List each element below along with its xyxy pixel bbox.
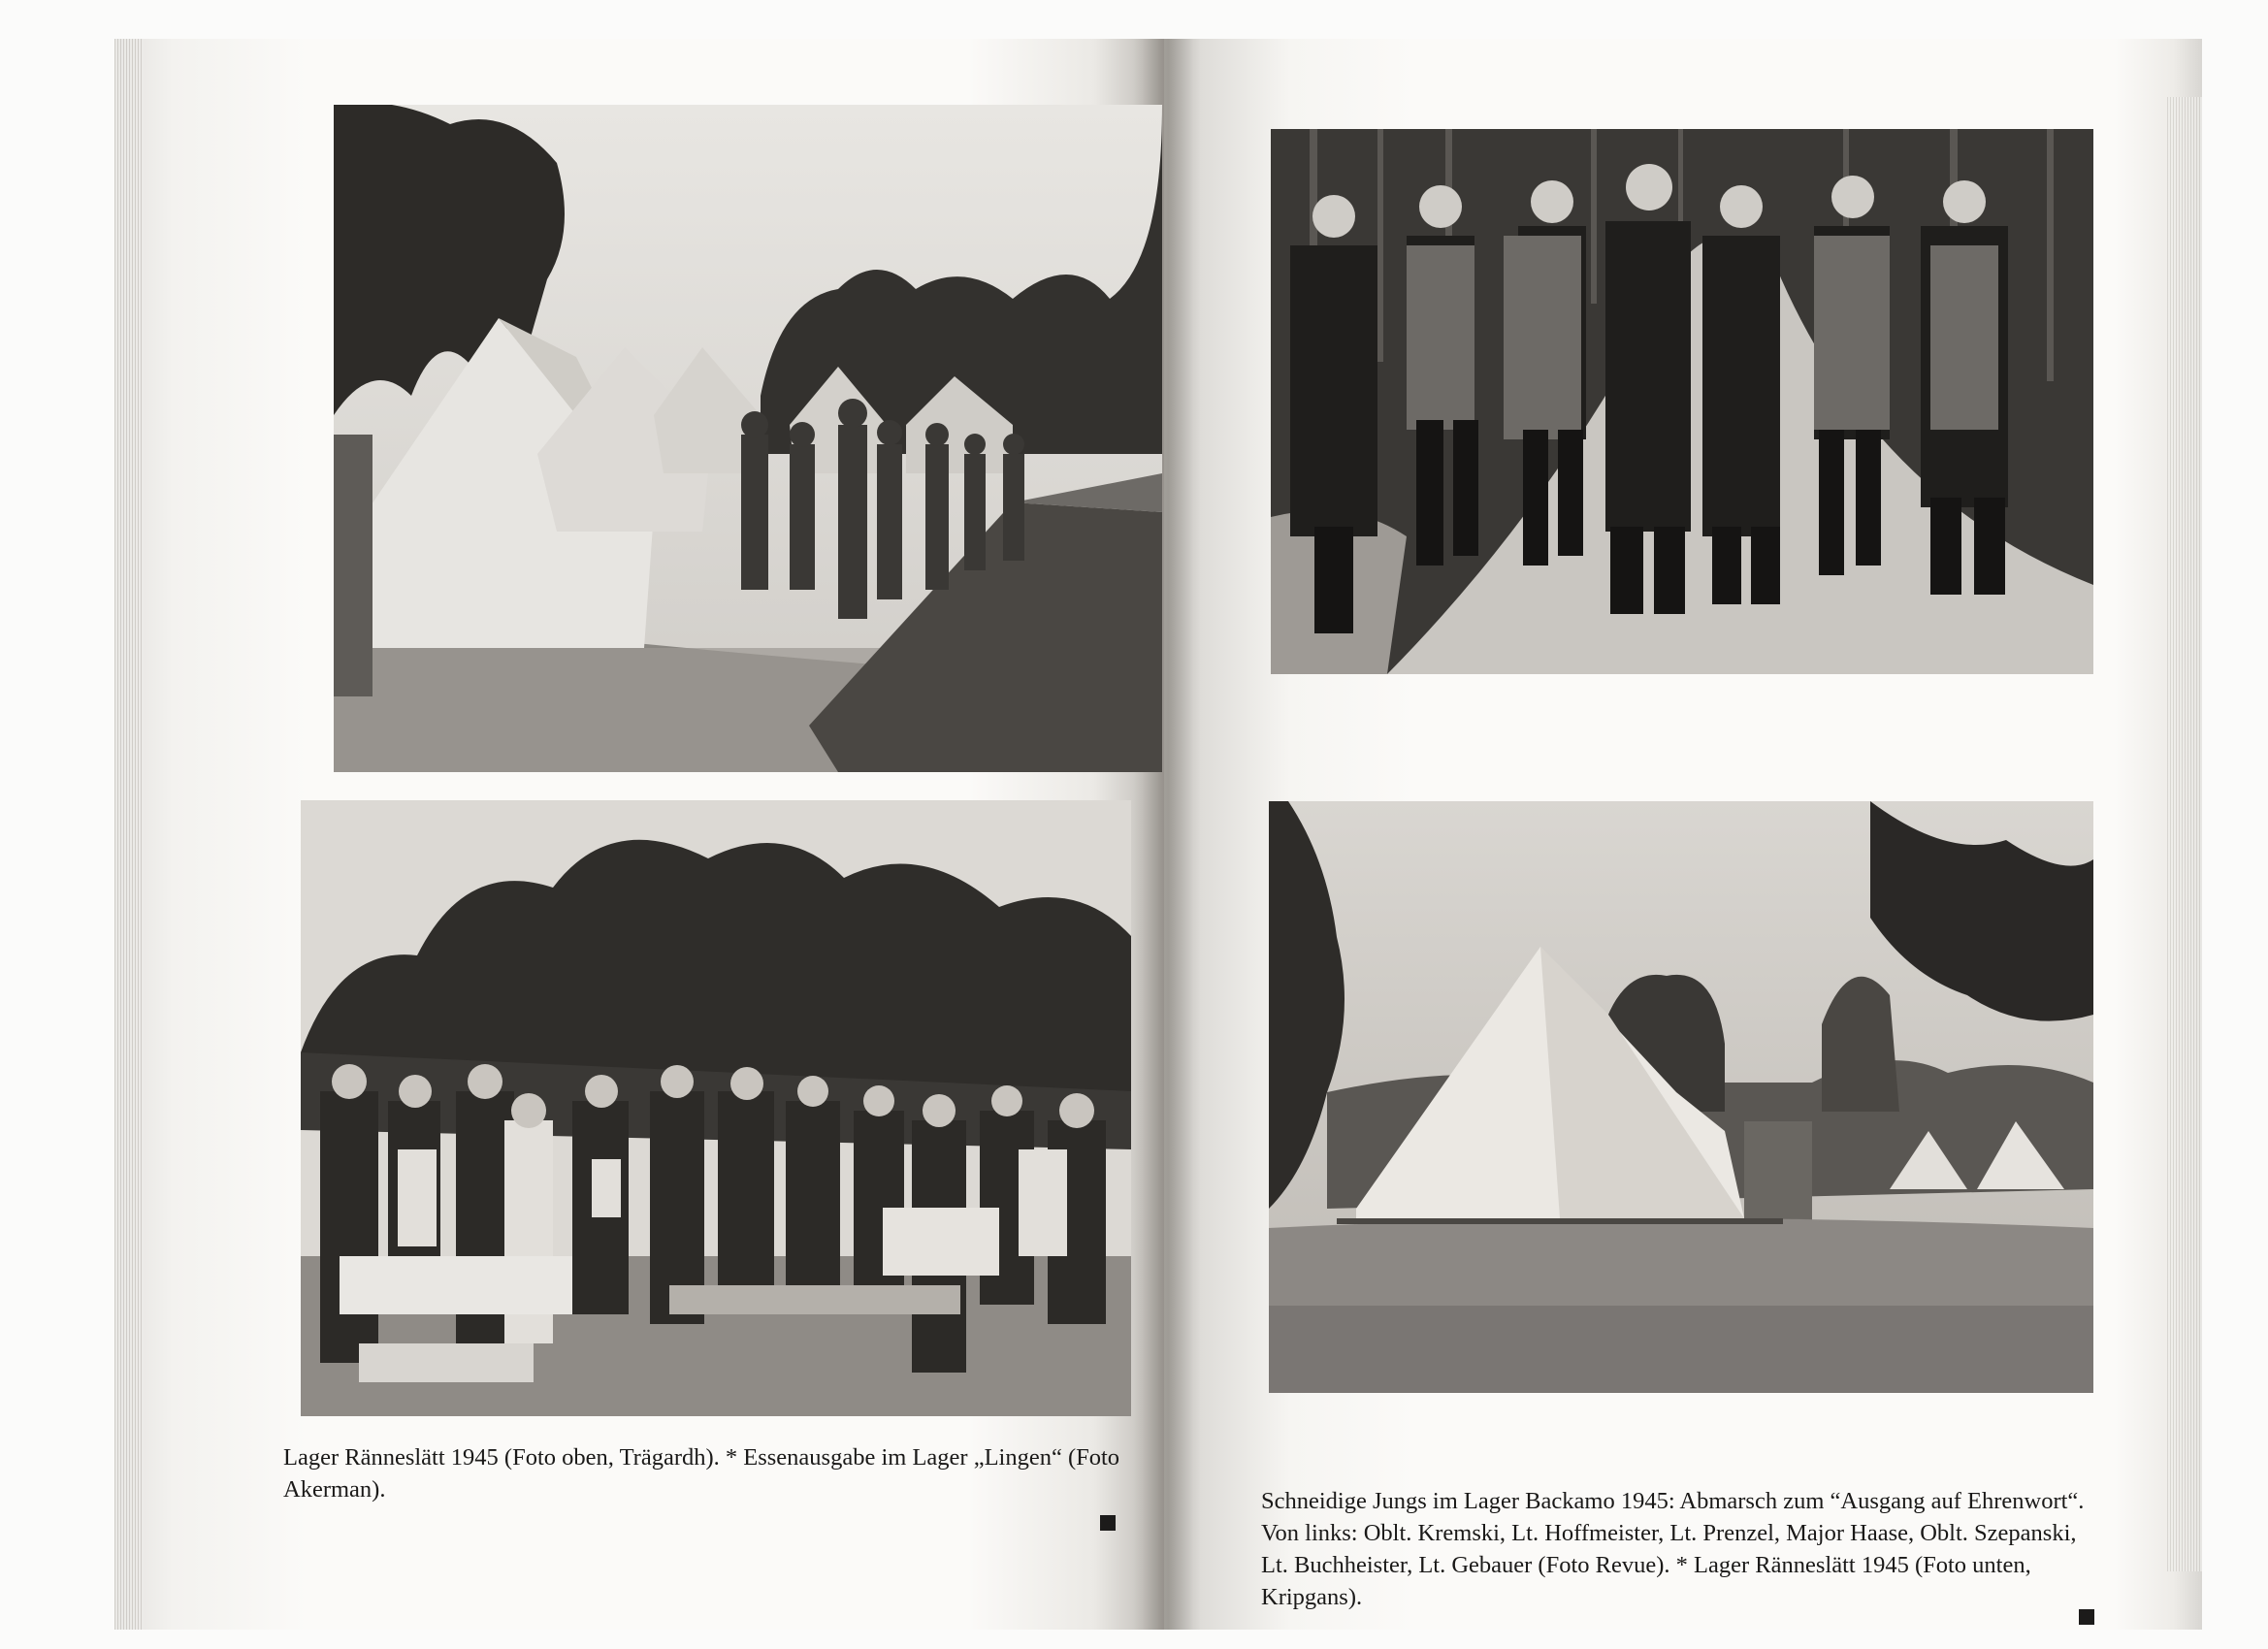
- caption-right-line-3: Lt. Buchheister, Lt. Gebauer (Foto Revue). * Lager Ränneslätt 1945 (Foto unten,: [1261, 1552, 2031, 1578]
- end-square-icon: [2079, 1609, 2094, 1625]
- photo-officers-walking: [1271, 129, 2093, 674]
- end-square-icon: [1100, 1515, 1116, 1531]
- caption-left-page: [283, 1441, 1123, 1505]
- photo-food-distribution: [301, 800, 1131, 1416]
- caption-left-line-1: Lager Ränneslätt 1945 (Foto oben, Trägardh). * Essenausgabe im Lager „Lingen“ (Foto: [283, 1444, 1120, 1471]
- caption-right-page: [1261, 1485, 2097, 1613]
- caption-left-line-2: Akerman).: [283, 1476, 386, 1503]
- photo-tent-clearing: [1269, 801, 2093, 1393]
- photo-tent-camp: [334, 105, 1162, 772]
- caption-right-line-2: Von links: Oblt. Kremski, Lt. Hoffmeister, Lt. Prenzel, Major Haase, Oblt. Szepanski,: [1261, 1520, 2077, 1546]
- caption-right-line-4: Kripgans).: [1261, 1584, 1363, 1610]
- right-page-edges: [2167, 97, 2202, 1571]
- caption-right-line-1: Schneidige Jungs im Lager Backamo 1945: Abmarsch zum “Ausgang auf Ehrenwort“.: [1261, 1488, 2085, 1514]
- left-page-edges: [114, 39, 144, 1630]
